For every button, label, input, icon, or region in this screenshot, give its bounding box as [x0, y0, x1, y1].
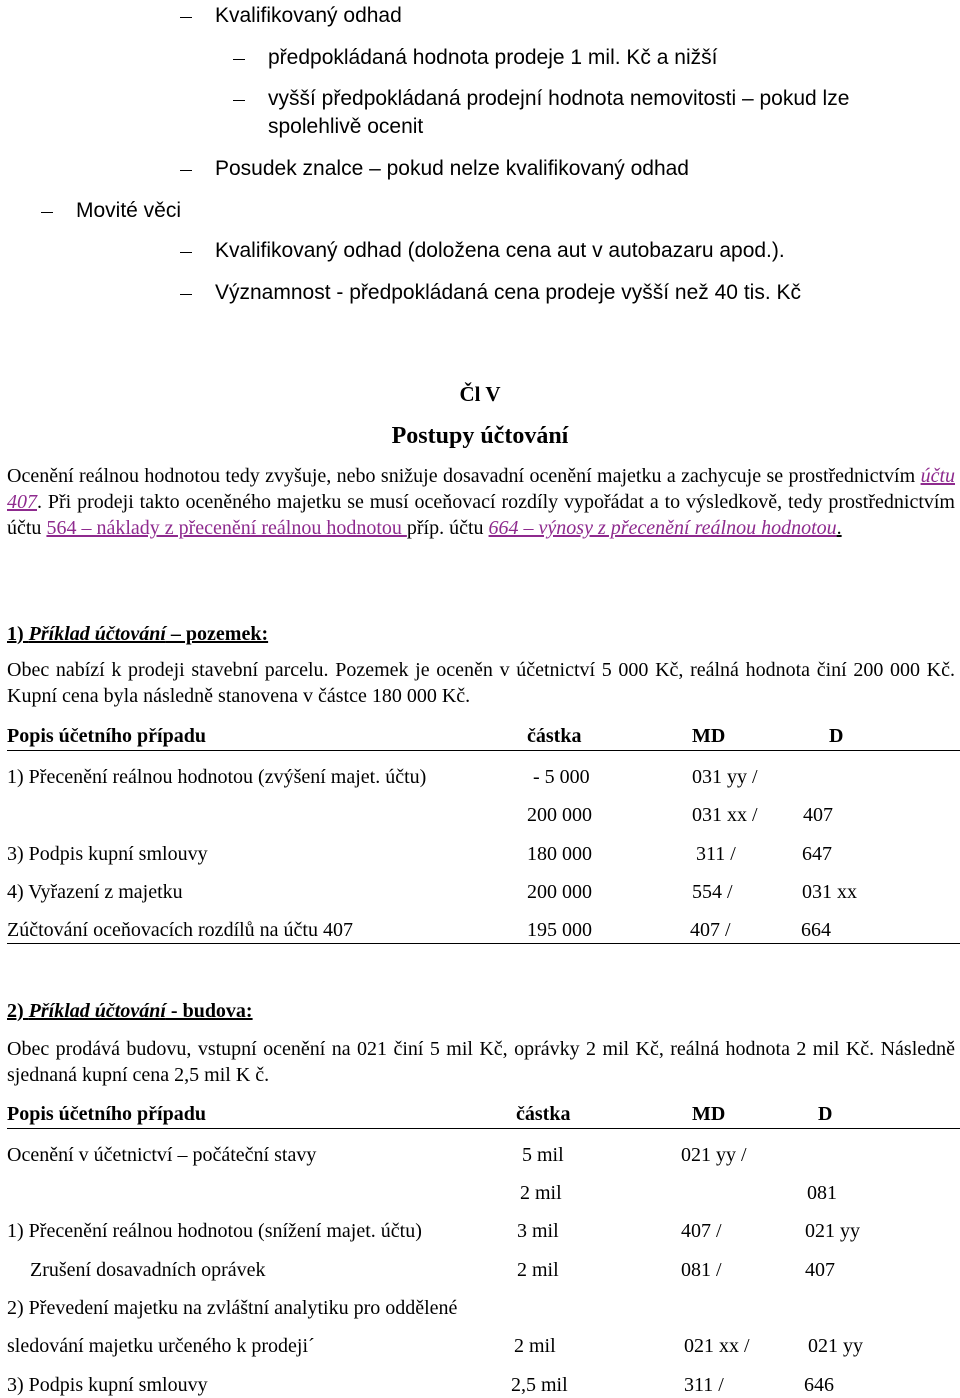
row-amount: 3 mil	[517, 1220, 559, 1242]
row-amount: 180 000	[527, 843, 592, 865]
bullet-text: vyšší předpokládaná prodejní hodnota nemovitosti – pokud lze	[268, 87, 850, 110]
bullet-text: Posudek znalce – pokud nelze kvalifikovaný odhad	[215, 157, 689, 180]
row-desc: Ocenění v účetnictví – počáteční stavy	[7, 1144, 317, 1166]
header-md: MD	[692, 725, 726, 747]
row-md: 311 /	[684, 1374, 724, 1396]
row-desc: 4) Vyřazení z majetku	[7, 881, 183, 903]
example1-description: Obec nabízí k prodeji stavební parcelu. Pozemek je oceněn v účetnictví 5 000 Kč, reálná hodnota činí 200 000 Kč. Kupní cena byla následně stanovena v částce 180 000 Kč.	[7, 659, 955, 707]
row-d: 081	[807, 1182, 837, 1204]
row-md: 021 yy /	[681, 1144, 747, 1166]
dash-icon	[233, 59, 245, 60]
row-d: 021 yy	[805, 1220, 860, 1242]
account-664-link[interactable]: 664 – výnosy z přecenění reálnou hodnotou	[488, 517, 837, 539]
header-desc: Popis účetního případu	[7, 1103, 206, 1125]
dash-icon	[180, 170, 192, 171]
row-amount: 2 mil	[514, 1335, 556, 1357]
section-number: Čl V	[459, 382, 501, 406]
header-md: MD	[692, 1103, 726, 1125]
row-md: 081 /	[681, 1259, 722, 1281]
account-564-link[interactable]: 564 – náklady z přecenění reálnou hodnotou	[46, 517, 407, 539]
header-d: D	[818, 1103, 833, 1125]
row-md: 021 xx /	[684, 1335, 750, 1357]
example2-description: Obec prodává budovu, vstupní ocenění na 021 činí 5 mil Kč, oprávky 2 mil Kč, reálná hodnota 2 mil Kč. Následně sjednaná kupní cena 2,5 mil K č.	[7, 1038, 955, 1086]
dash-icon	[180, 294, 192, 295]
row-amount: 2 mil	[520, 1182, 562, 1204]
section-title: Postupy účtování	[391, 423, 569, 449]
bullet-text: Kvalifikovaný odhad (doložena cena aut v autobazaru apod.).	[215, 239, 785, 262]
row-desc: 2) Převedení majetku na zvláštní analytiku pro oddělené	[7, 1297, 458, 1319]
bullet-text: Významnost - předpokládaná cena prodeje vyšší než 40 tis. Kč	[215, 281, 801, 304]
dash-icon	[180, 17, 192, 18]
bullet-text: spolehlivě ocenit	[268, 115, 424, 138]
row-md: 554 /	[692, 881, 733, 903]
row-md: 031 xx /	[692, 804, 758, 826]
account-407-link[interactable]: účtu 407	[7, 465, 955, 513]
row-desc: 1) Přecenění reálnou hodnotou (snížení majet. účtu)	[7, 1220, 422, 1242]
example2-title: 2) Příklad účtování - budova:	[7, 1000, 253, 1022]
header-amount: částka	[527, 725, 582, 747]
row-amount: 2 mil	[517, 1259, 559, 1281]
row-d: 031 xx	[802, 881, 857, 903]
row-desc: 1) Přecenění reálnou hodnotou (zvýšení majet. účtu)	[7, 766, 427, 788]
dash-icon	[180, 252, 192, 253]
row-md: 407 /	[681, 1220, 722, 1242]
row-amount: 200 000	[527, 804, 592, 826]
row-d: 407	[803, 804, 833, 826]
row-md: 311 /	[696, 843, 736, 865]
bullet-text: předpokládaná hodnota prodeje 1 mil. Kč a nižší	[268, 46, 718, 69]
table-rule	[7, 750, 960, 751]
row-md: 407 /	[690, 919, 731, 941]
row-desc: 3) Podpis kupní smlouvy	[7, 843, 208, 865]
example1-title: 1) Příklad účtování – pozemek:	[7, 623, 269, 645]
dash-icon	[41, 212, 53, 213]
bullet-text: Kvalifikovaný odhad	[215, 4, 402, 27]
row-md: 031 yy /	[692, 766, 758, 788]
row-d: 646	[804, 1374, 834, 1396]
intro-paragraph: Ocenění reálnou hodnotou tedy zvyšuje, nebo snižuje dosavadní ocenění majetku a zachycuje se prostřednictvím účtu 407. Při prodeji takto oceněného majetku se musí oceňovací rozdíly vypořádat a to výsledkově, tedy prostřednictvím účtu 564 – náklady z přecenění reálnou hodnotou příp. účtu 664 – výnosy z přecenění reálnou hodnotou.	[7, 465, 955, 539]
table-rule	[7, 1128, 960, 1129]
row-d: 407	[805, 1259, 835, 1281]
row-desc: sledování majetku určeného k prodeji´	[7, 1335, 315, 1357]
row-d: 021 yy	[808, 1335, 863, 1357]
row-desc: Zrušení dosavadních oprávek	[30, 1259, 266, 1281]
row-amount: 195 000	[527, 919, 592, 941]
table-rule	[7, 943, 960, 944]
header-desc: Popis účetního případu	[7, 725, 206, 747]
row-amount: 200 000	[527, 881, 592, 903]
row-desc: Zúčtování oceňovacích rozdílů na účtu 407	[7, 919, 353, 941]
header-amount: částka	[516, 1103, 571, 1125]
row-amount: 5 mil	[522, 1144, 564, 1166]
row-d: 664	[801, 919, 831, 941]
row-amount: 2,5 mil	[511, 1374, 568, 1396]
header-d: D	[829, 725, 844, 747]
dash-icon	[233, 100, 245, 101]
row-desc: 3) Podpis kupní smlouvy	[7, 1374, 208, 1396]
row-amount: - 5 000	[533, 766, 590, 788]
bullet-text: Movité věci	[76, 199, 182, 222]
row-d: 647	[802, 843, 832, 865]
